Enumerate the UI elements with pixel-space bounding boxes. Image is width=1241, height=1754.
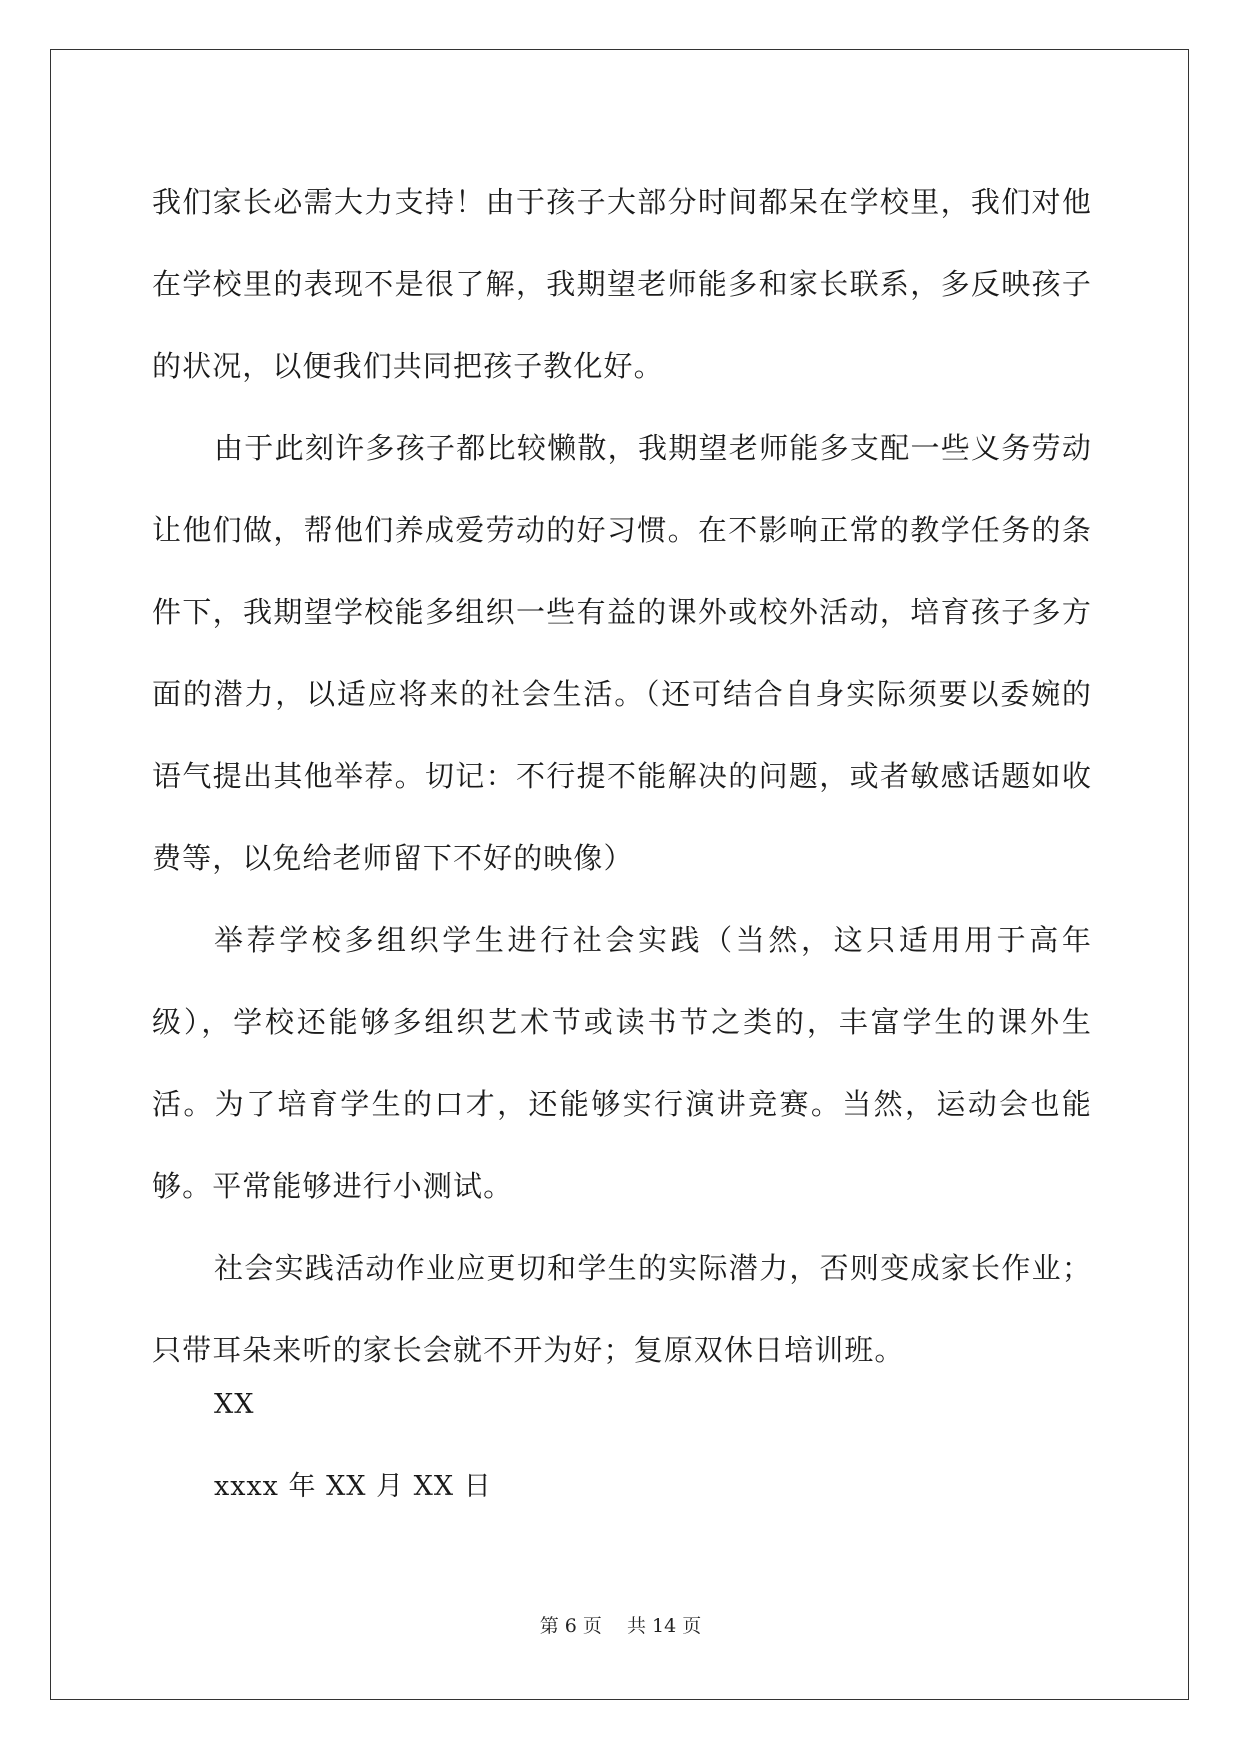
paragraph-3: 举荐学校多组织学生进行社会实践（当然，这只适用用于高年级），学校还能够多组织艺术节或读书节之类的，丰富学生的课外生活。为了培育学生的口才，还能够实行演讲竞赛。当然，运动会也能够。平常能够进行小测试。 xyxy=(152,923,1092,1203)
paragraph-1: 我们家长必需大力支持！由于孩子大部分时间都呆在学校里，我们对他在学校里的表现不是很了解，我期望老师能多和家长联系，多反映孩子的状况，以便我们共同把孩子教化好。 xyxy=(152,185,1092,383)
paragraph-4: 社会实践活动作业应更切和学生的实际潜力，否则变成家长作业；只带耳朵来听的家长会就不开为好；复原双休日培训班。 xyxy=(152,1251,1092,1367)
letter-body xyxy=(152,161,1092,1391)
signature-date: xxxx 年 XX 月 XX 日 xyxy=(214,1471,492,1502)
signature-name: XX xyxy=(214,1389,255,1420)
page-number-footer: 第 6 页 共 14 页 xyxy=(539,1615,702,1637)
paragraph-2: 由于此刻许多孩子都比较懒散，我期望老师能多支配一些义务劳动让他们做，帮他们养成爱劳动的好习惯。在不影响正常的教学任务的条件下，我期望学校能多组织一些有益的课外或校外活动，培育孩子多方面的潜力，以适应将来的社会生活。（还可结合自身实际须要以委婉的语气提出其他举荐。切记：不行提不能解决的问题，或者敏感话题如收费等，以免给老师留下不好的映像） xyxy=(152,431,1092,875)
